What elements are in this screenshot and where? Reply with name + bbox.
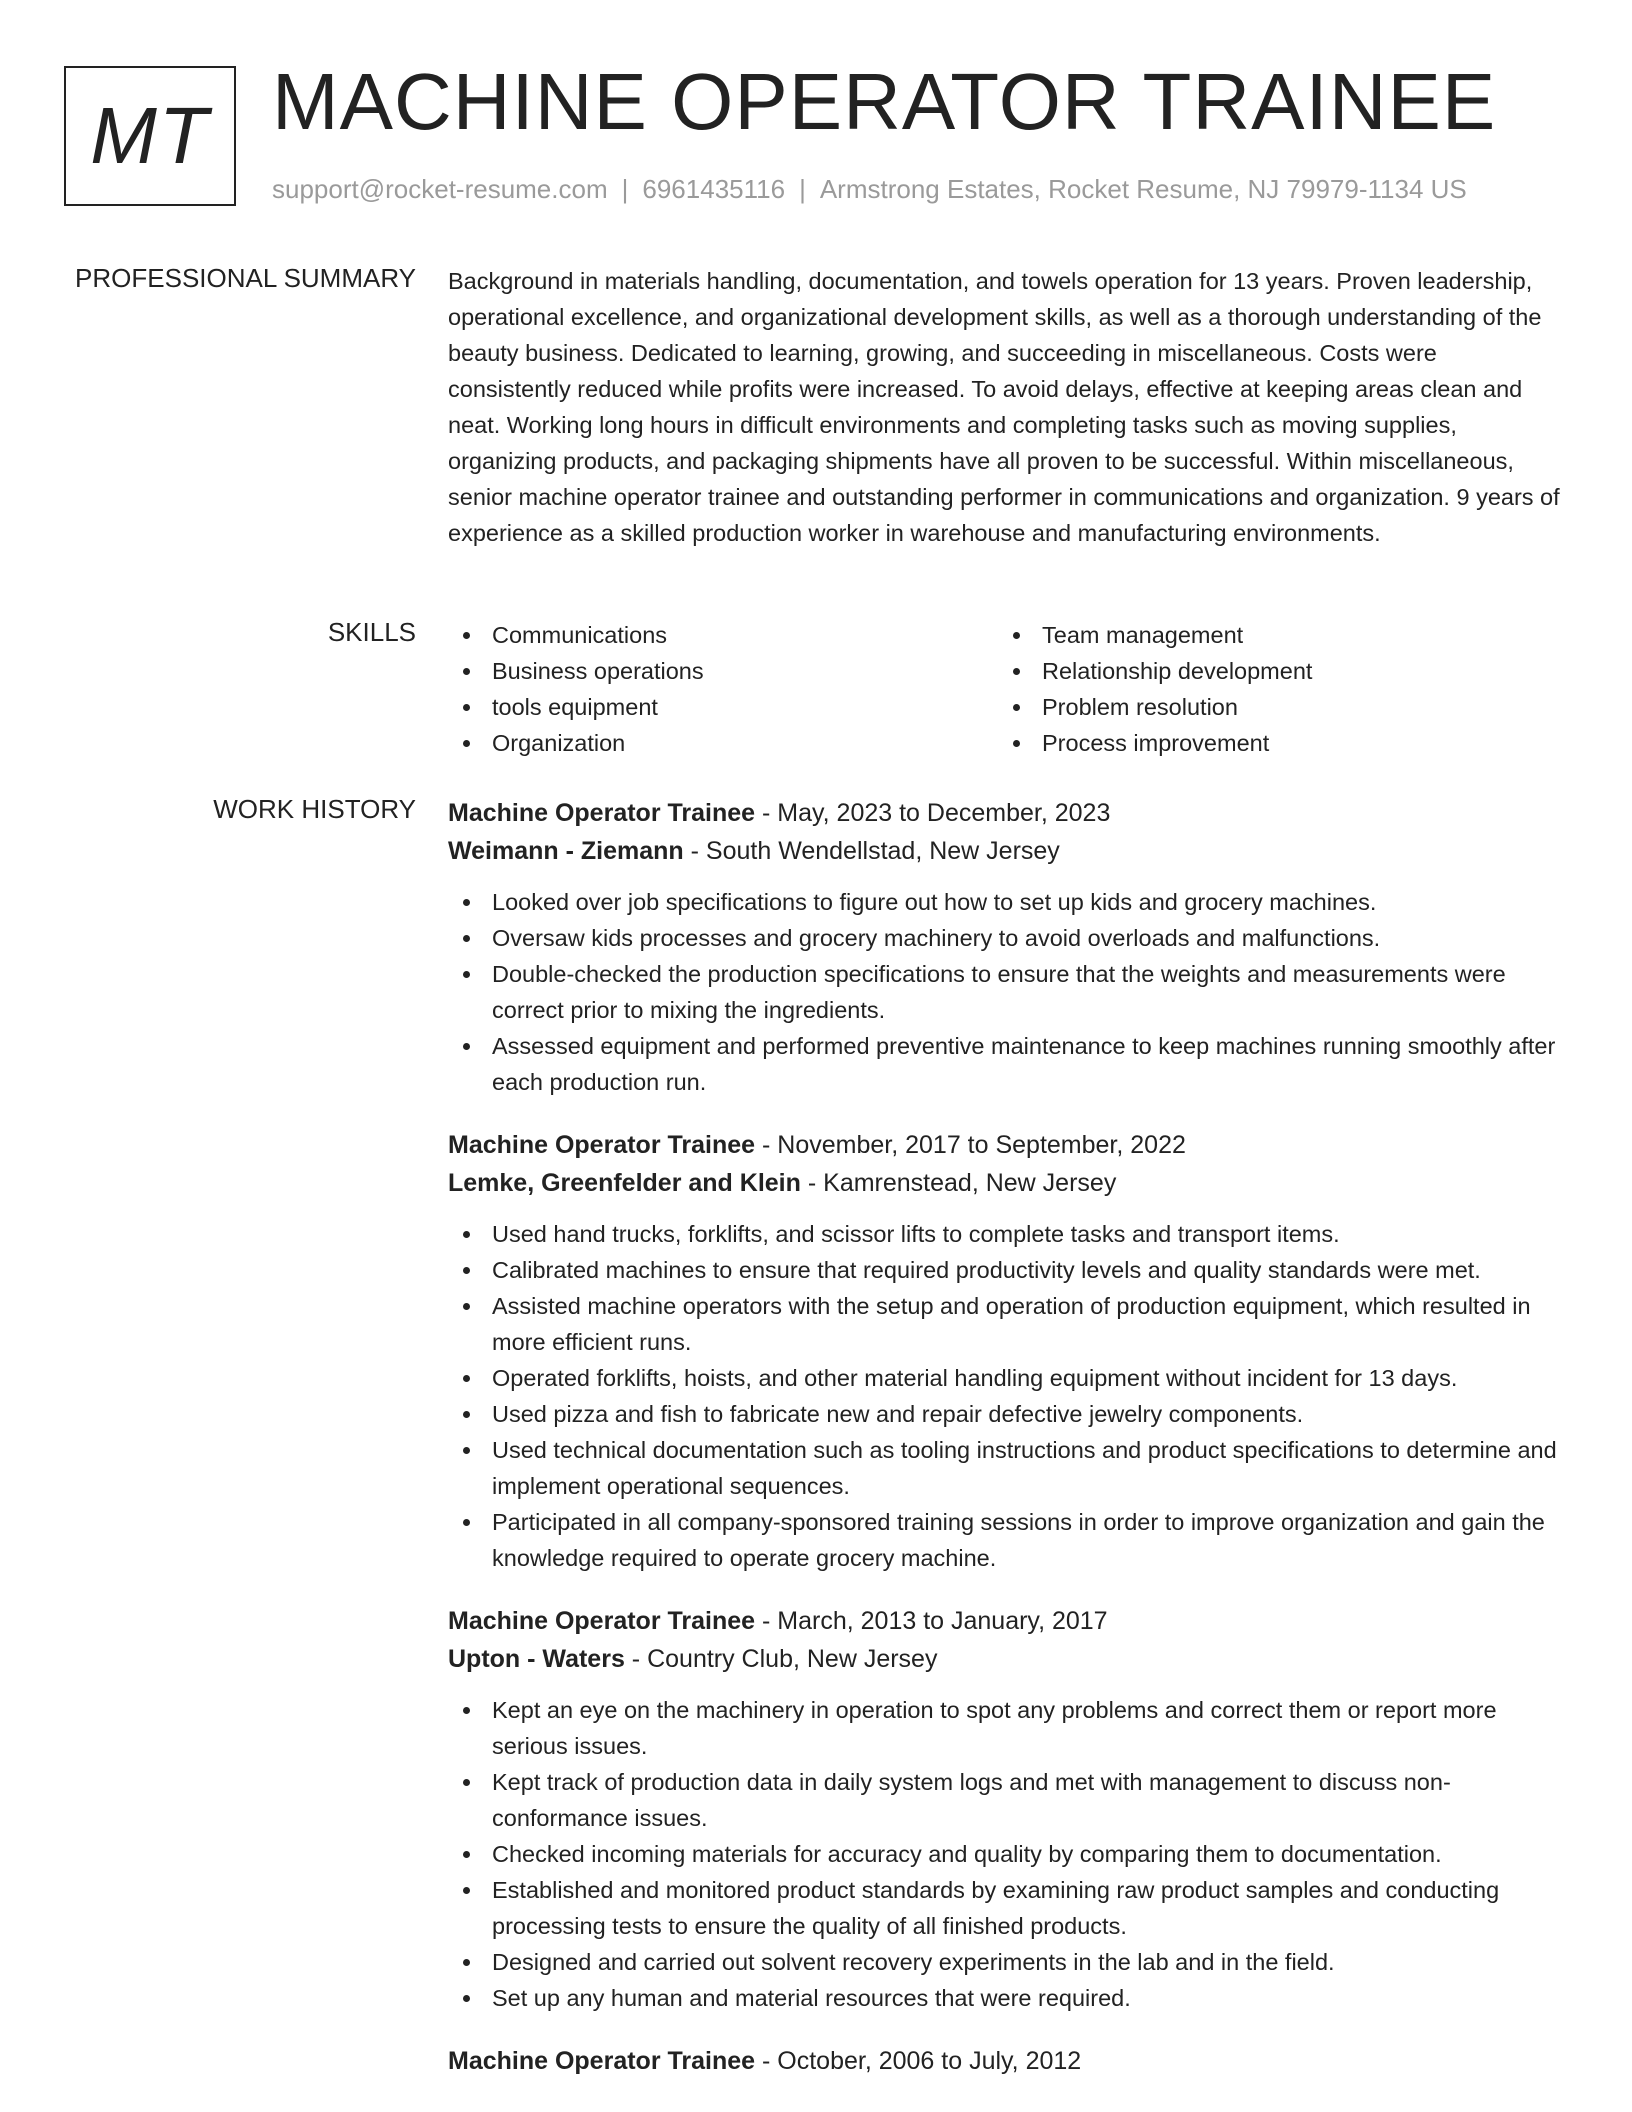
skill-item: Communications <box>448 617 998 653</box>
company-name: Lemke, Greenfelder and Klein <box>448 1169 801 1197</box>
job-dates: October, 2006 to July, 2012 <box>777 2047 1082 2075</box>
skills-column-right <box>998 617 1548 761</box>
initials: MT <box>90 91 210 180</box>
job-title: Machine Operator Trainee <box>448 1607 756 1635</box>
job-dates: November, 2017 to September, 2022 <box>777 1131 1186 1159</box>
job-bullet: Assisted machine operators with the setup and operation of production equipment, which resulted in more efficient runs. <box>448 1288 1564 1360</box>
job-bullets <box>448 1692 1564 2016</box>
section-heading: SKILLS <box>327 617 416 647</box>
company-name: Upton - Waters <box>448 1645 625 1673</box>
separator: | <box>799 174 806 204</box>
skill-item: Problem resolution <box>998 689 1548 725</box>
skills-column-left <box>448 617 998 761</box>
skill-item: Team management <box>998 617 1548 653</box>
job-bullet: Double-checked the production specifications to ensure that the weights and measurements were correct prior to mixing the ingredients. <box>448 956 1564 1028</box>
skill-item: Organization <box>448 725 998 761</box>
skill-item: Process improvement <box>998 725 1548 761</box>
job-entry: Machine Operator Trainee - May, 2023 to December, 2023 Weimann - Ziemann - South Wendellstad, New Jersey Looked over job specifications to figure out how to set up kids and grocery machines. Oversaw kids processes and grocery machinery to avoid overloads and malfunctions. Double-checked the production specifications to ensure that the weights and measurements were correct prior to mixing the ingredients. Assessed equipment and performed preventive maintenance to keep machines running smoothly after each production run. <box>448 794 1564 1100</box>
company-location: Country Club, New Jersey <box>647 1645 938 1673</box>
job-bullet: Set up any human and material resources that were required. <box>448 1980 1564 2016</box>
job-bullet: Established and monitored product standards by examining raw product samples and conducting processing tests to ensure the quality of all finished products. <box>448 1872 1564 1944</box>
job-bullet: Kept track of production data in daily system logs and met with management to discuss non-conformance issues. <box>448 1764 1564 1836</box>
job-bullet: Checked incoming materials for accuracy and quality by comparing them to documentation. <box>448 1836 1564 1872</box>
skill-item: tools equipment <box>448 689 998 725</box>
job-bullet: Designed and carried out solvent recovery experiments in the lab and in the field. <box>448 1944 1564 1980</box>
contact-line <box>272 174 1467 205</box>
skill-item: Relationship development <box>998 653 1548 689</box>
job-entry: Machine Operator Trainee - October, 2006 to July, 2012 <box>448 2047 1082 2075</box>
page-title: MACHINE OPERATOR TRAINEE <box>272 57 1497 146</box>
company-name: Weimann - Ziemann <box>448 837 684 865</box>
job-bullet: Oversaw kids processes and grocery machinery to avoid overloads and malfunctions. <box>448 920 1564 956</box>
email[interactable]: support@rocket-resume.com <box>272 174 608 204</box>
work-history-list <box>448 794 1564 2106</box>
job-bullet: Used technical documentation such as tooling instructions and product specifications to determine and implement operational sequences. <box>448 1432 1564 1504</box>
company-location: Kamrenstead, New Jersey <box>823 1169 1117 1197</box>
job-bullet: Operated forklifts, hoists, and other material handling equipment without incident for 13 days. <box>448 1360 1564 1396</box>
job-bullet: Kept an eye on the machinery in operation to spot any problems and correct them or report more serious issues. <box>448 1692 1564 1764</box>
job-title: Machine Operator Trainee <box>448 2047 756 2075</box>
job-bullet: Used pizza and fish to fabricate new and repair defective jewelry components. <box>448 1396 1564 1432</box>
job-bullets <box>448 884 1564 1100</box>
section-heading: PROFESSIONAL SUMMARY <box>75 263 416 293</box>
job-entry: Machine Operator Trainee - March, 2013 to January, 2017 Upton - Waters - Country Club, New Jersey Kept an eye on the machinery in operation to spot any problems and correct them or report more serious issues. Kept track of production data in daily system logs and met with management to discuss non-conformance issues. Checked incoming materials for accuracy and quality by comparing them to documentation. Established and monitored product standards by examining raw product samples and conducting processing tests to ensure the quality of all finished products. Designed and carried out solvent recovery experiments in the lab and in the field. Set up any human and material resources that were required. <box>448 1602 1564 2016</box>
monogram-box <box>64 66 236 206</box>
skills-grid <box>448 617 1564 761</box>
job-entry: Machine Operator Trainee - November, 2017 to September, 2022 Lemke, Greenfelder and Klein - Kamrenstead, New Jersey Used hand trucks, forklifts, and scissor lifts to complete tasks and transport items. Calibrated machines to ensure that required productivity levels and quality standards were met. Assisted machine operators with the setup and operation of production equipment, which resulted in more efficient runs. Operated forklifts, hoists, and other material handling equipment without incident for 13 days. Used pizza and fish to fabricate new and repair defective jewelry components. Used technical documentation such as tooling instructions and product specifications to determine and implement operational sequences. Participated in all company-sponsored training sessions in order to improve organization and gain the knowledge required to operate grocery machine. <box>448 1126 1564 1576</box>
job-dates: May, 2023 to December, 2023 <box>777 799 1111 827</box>
job-dates: March, 2013 to January, 2017 <box>777 1607 1108 1635</box>
job-bullet: Used hand trucks, forklifts, and scissor lifts to complete tasks and transport items. <box>448 1216 1564 1252</box>
skill-item: Business operations <box>448 653 998 689</box>
job-title: Machine Operator Trainee <box>448 799 756 827</box>
job-bullet: Calibrated machines to ensure that required productivity levels and quality standards were met. <box>448 1252 1564 1288</box>
job-bullet: Assessed equipment and performed preventive maintenance to keep machines running smoothly after each production run. <box>448 1028 1564 1100</box>
phone[interactable]: 6961435116 <box>642 174 786 204</box>
summary-text: Background in materials handling, documentation, and towels operation for 13 years. Proven leadership, operational excellence, and organizational development skills, as well as a thorough understanding of the beauty business. Dedicated to learning, growing, and succeeding in miscellaneous. Costs were consistently reduced while profits were increased. To avoid delays, effective at keeping areas clean and neat. Working long hours in difficult environments and completing tasks such as moving supplies, organizing products, and packaging shipments have all proven to be successful. Within miscellaneous, senior machine operator trainee and outstanding performer in communications and organization. 9 years of experience as a skilled production worker in warehouse and manufacturing environments. <box>448 268 1560 546</box>
address: Armstrong Estates, Rocket Resume, NJ 79979-1134 US <box>819 174 1467 204</box>
job-bullet: Participated in all company-sponsored training sessions in order to improve organization and gain the knowledge required to operate grocery machine. <box>448 1504 1564 1576</box>
company-location: South Wendellstad, New Jersey <box>705 837 1060 865</box>
job-bullet: Looked over job specifications to figure out how to set up kids and grocery machines. <box>448 884 1564 920</box>
job-bullets <box>448 1216 1564 1576</box>
separator: | <box>621 174 629 204</box>
job-title: Machine Operator Trainee <box>448 1131 756 1159</box>
section-heading: WORK HISTORY <box>213 794 416 824</box>
